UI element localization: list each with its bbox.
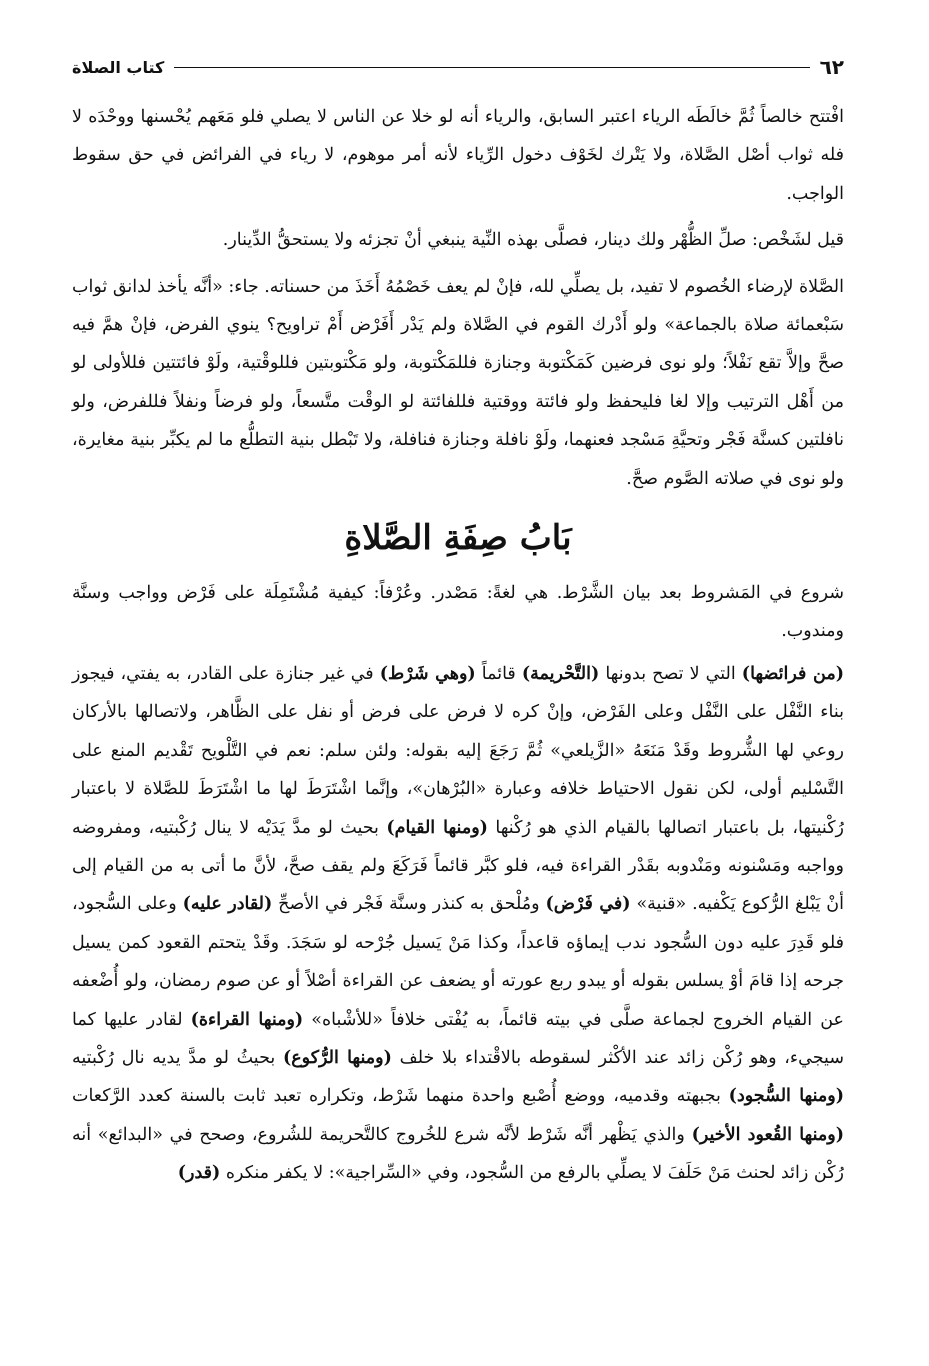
matn-text: (ومنها السُّجود) <box>728 1086 845 1107</box>
paragraph-definition: شروع في المَشروط بعد بيان الشَّرْط. هي لغةً: مَصْدر. وعُرْفاً: كيفية مُشْتَمِلَة على فَرْض وواجب وسنَّة ومندوب. <box>72 583 844 642</box>
header-rule <box>174 67 809 68</box>
book-page <box>72 50 844 1201</box>
commentary-text: والذي يَظْهر أنَّه شَرْط لأنَّه شرع للخُروج كالتَّحريمة للشُروع، وصحح في «البدائع» أنه رُكْن زائد لحنث مَنْ حَلَفَ لا يصلِّي بالرفع من السُّجود، وفي «السِّراجية»: لا يكفر منكره <box>72 1124 844 1184</box>
paragraph-disputes: الصَّلاة لإرضاء الخُصوم لا تفيد، بل يصلِّي لله، فإنْ لم يعف خَصْمُهُ أَخَذَ من حسناته. جاء: «أنَّه يأخذ لدانق ثواب سَبْعمائة صلاة بالجماعة» ولو أَدْرك القوم في الصَّلاة ولم يَدْر أَفَرْض أَمْ تراويح؟ ينوي الفرض، فإنْ همَّ فيه صحَّ وإلاَّ تقع نَفْلاً؛ ولو نوى فرضين كَمَكْتوبة وجنازة فللمَكْتوبة، ولو مَكْتوبتين فللوقْتية، ولَوْ فائتتين فللأولى لو من أَهْل الترتيب وإلا لغا فليحفظ ولو فائتة ووقتية فللفائتة لو الوقْت متَّسعاً، ولو فرضاً ونفلاً فللفرض، ولو نافلتين كسنَّة فَجْر وتحيَّةِ مَسْجد فعنهما، ولَوْ نافلة وجنازة فنافلة، ولا تَبْطل بنية التطلُّع ما لم يكبِّر بنية مغايرة، ولو نوى في صلاته الصَّوم صحَّ. <box>72 276 844 489</box>
paragraph-obligations <box>72 655 844 1193</box>
matn-text: (ومنها القُعود الأخير) <box>691 1124 844 1145</box>
commentary-text: بحيثُ لو مدَّ يديه نال رُكْبتيه <box>72 1047 283 1068</box>
commentary-text: ومُلْحق به كنذر وسنَّة فَجْر في الأصحِّ <box>272 894 546 915</box>
commentary-text: في غير جنازة على القادر، به يفتي، فيجوز بناء النَّفْل على النَّفْل وعلى الفَرْض، وإنْ كره لا فرض على فرض أو نفل على الظَّاهر، ولاتصالها بالأركان روعي لها الشُّروط وقَدْ مَنَعَهُ «الزَّيلعي» ثُمَّ رَجَعَ إليه بقوله: ولئن سلم: نعم في التَّلْويح تَقْديم المنع على التَّسْليم أولى، لكن نقول الاحتياط خلافه وعبارة «البُرْهان»، وإنَّما اشْتَرَطَ لها ما اشْتَرَطَ للصَّلاة لا باعتبار رُكْنيتها، بل باعتبار اتصالها بالقيام الذي هو رُكْنها <box>72 663 844 838</box>
commentary-text: بجبهته وقدميه، ووضع أُصْبع واحدة منهما شَرْط، وتكراره تعبد ثابت بالسنة كعدد الرَّكعات <box>72 1086 729 1107</box>
matn-text: (ومنها القراءة) <box>190 1009 304 1030</box>
section-title: بَابُ صِفَةِ الصَّلاةِ <box>344 518 572 559</box>
commentary-text: لقادر عليها كما سيجيء، وهو رُكْن زائد عند الأكْثر لسقوطه بالاقْتداء بلا خلف <box>72 1009 844 1068</box>
matn-text: (التَّحْريمة) <box>521 663 600 684</box>
matn-text: (ومنها القيام) <box>386 817 488 838</box>
matn-text: (في فَرْض) <box>545 894 631 915</box>
matn-text: (وهي شَرْط) <box>379 663 476 684</box>
commentary-text: وعلى السُّجود، فلو قَدِرَ عليه دون السُّجود ندب إيماؤه قاعداً، وكذا مَنْ يَسيل جُرْحه لو سَجَدَ. وقَدْ يتحتم القعود كمن يسيل جرحه إذا قامَ أوْ يسلس بقوله أو يبدو ربع عورته أو يضعف عن القراءة أصْلاً أو عن صوم رمضان، ولو أُضْعفه عن القيام الخروج لجماعة صلَّى في بيته قائماً، به يُفْتى خلافاً «للأشْباه» <box>72 894 844 1030</box>
matn-text: (ومنها الرُّكوع) <box>282 1047 392 1068</box>
paragraph-dinar: قيل لشَخْص: صلِّ الظُّهْر ولك دينار، فصلَّى بهذه النِّية ينبغي أنْ تجزئه ولا يستحقُّ الدِّينار. <box>222 230 844 251</box>
matn-text: (لقادر عليه) <box>182 894 273 915</box>
matn-text: (من فرائضها) <box>741 663 844 684</box>
matn-text: (قدر) <box>177 1163 221 1184</box>
commentary-text: بحيث لو مدَّ يَدَيْه لا ينال رُكْبتيه، ومفروضه وواجبه ومَسْنونه ومَنْدوبه بقَدْر القراءة فيه، فلو كبَّر قائماً فَرَكَعَ ولم يقف صحَّ، لأنَّ ما أتى به من القيام إلى أنْ يَبْلغ الرُّكوع يَكْفيه. «قنية» <box>72 817 844 915</box>
page-header <box>72 50 844 84</box>
running-title: كتاب الصلاة <box>72 57 165 77</box>
paragraph-intention: افْتتح خالصاً ثُمَّ خالَطَه الرياء اعتبر السابق، والرياء أنه لو خلا عن الناس لا يصلي فلو مَعَهم يُحْسنها ووحْدَه لا فله ثواب أصْل الصَّلاة، ولا يَتْرك لخَوْف دخول الرِّياء لأنه أمر موهوم، لا رياء في الفرائض في حق سقوط الواجب. <box>72 107 844 204</box>
commentary-text: التي لا تصح بدونها <box>599 663 742 684</box>
page-number: ٦٢ <box>819 55 844 79</box>
commentary-text: قائماً <box>475 663 522 684</box>
